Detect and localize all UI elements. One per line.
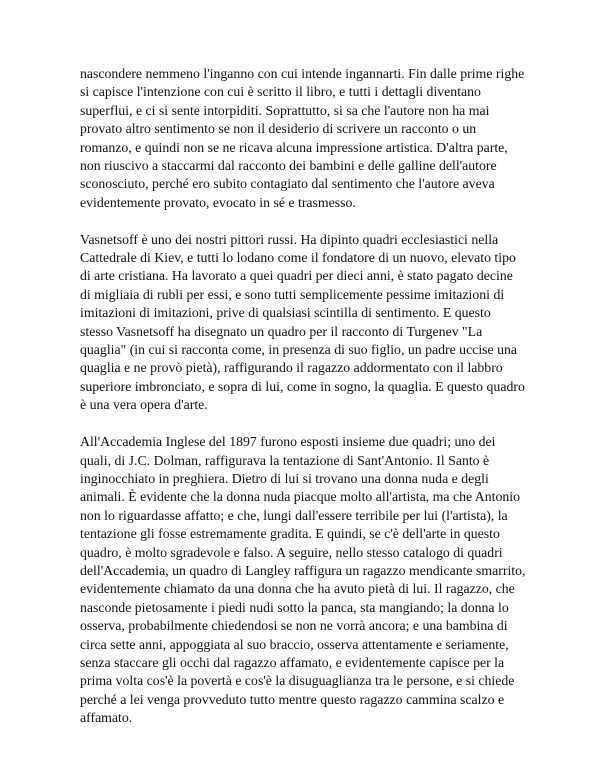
document-page	[80, 65, 526, 746]
paragraph-2: Vasnetsoff è uno dei nostri pittori russi. Ha dipinto quadri ecclesiastici nella Cattedrale di Kiev, e tutti lo lodano come il fondatore di un nuovo, elevato tipo di arte cristiana. Ha lavorato a quei quadri per dieci anni, è stato pagato decine di migliaia di rubli per essi, e sono tutti semplicemente pessime imitazioni di imitazioni di imitazioni, prive di qualsiasi scintilla di sentimento. E questo stesso Vasnetsoff ha disegnato un quadro per il racconto di Turgenev "La quaglia" (in cui si racconta come, in presenza di suo figlio, un padre uccise una quaglia e ne provò pietà), raffigurando il ragazzo addormentato con il labbro superiore imbronciato, e sopra di lui, come in sogno, la quaglia. E questo quadro è una vera opera d'arte.	[80, 231, 525, 413]
paragraph-1: nascondere nemmeno l'inganno con cui intende ingannarti. Fin dalle prime righe si capisce l'intenzione con cui è scritto il libro, e tutti i dettagli diventano superflui, e ci si sente intorpiditi. Soprattutto, si sa che l'autore non ha mai provato altro sentimento se non il desiderio di scrivere un racconto o un romanzo, e quindi non se ne ricava alcuna impressione artistica. D'altra parte, non riuscivo a staccarmi dal racconto dei bambini e delle galline dell'autore sconosciuto, perché ero subito contagiato dal sentimento che l'autore aveva evidentemente provato, evocato in sé e trasmesso.	[80, 66, 525, 210]
paragraph-3: All'Accademia Inglese del 1897 furono esposti insieme due quadri; uno dei quali, di J.C. Dolman, raffigurava la tentazione di Sant'Antonio. Il Santo è inginocchiato in preghiera. Dietro di lui si trovano una donna nuda e degli animali. È evidente che la donna nuda piacque molto all'artista, ma che Antonio non lo riguardasse affatto; e che, lungi dall'essere terribile per lui (l'artista), la tentazione gli fosse estremamente gradita. E quindi, se c'è dell'arte in questo quadro, è molto sgradevole e falso. A seguire, nello stesso catalogo di quadri dell'Accademia, un quadro di Langley raffigura un ragazzo mendicante smarrito, evidentemente chiamato da una donna che ha avuto pietà di lui. Il ragazzo, che nasconde pietosamente i piedi nudi sotto la panca, sta mangiando; la donna lo osserva, probabilmente chiedendosi se non ne vorrà ancora; e una bambina di circa sette anni, appoggiata al suo braccio, osserva attentamente e seriamente, senza staccare gli occhi dal ragazzo affamato, e evidentemente capisce per la prima volta cos'è la povertà e cos'è la disuguaglianza tra le persone, e si chiede perché a lei venga provveduto tutto mentre questo ragazzo cammina scalzo e affamato.	[80, 434, 526, 726]
